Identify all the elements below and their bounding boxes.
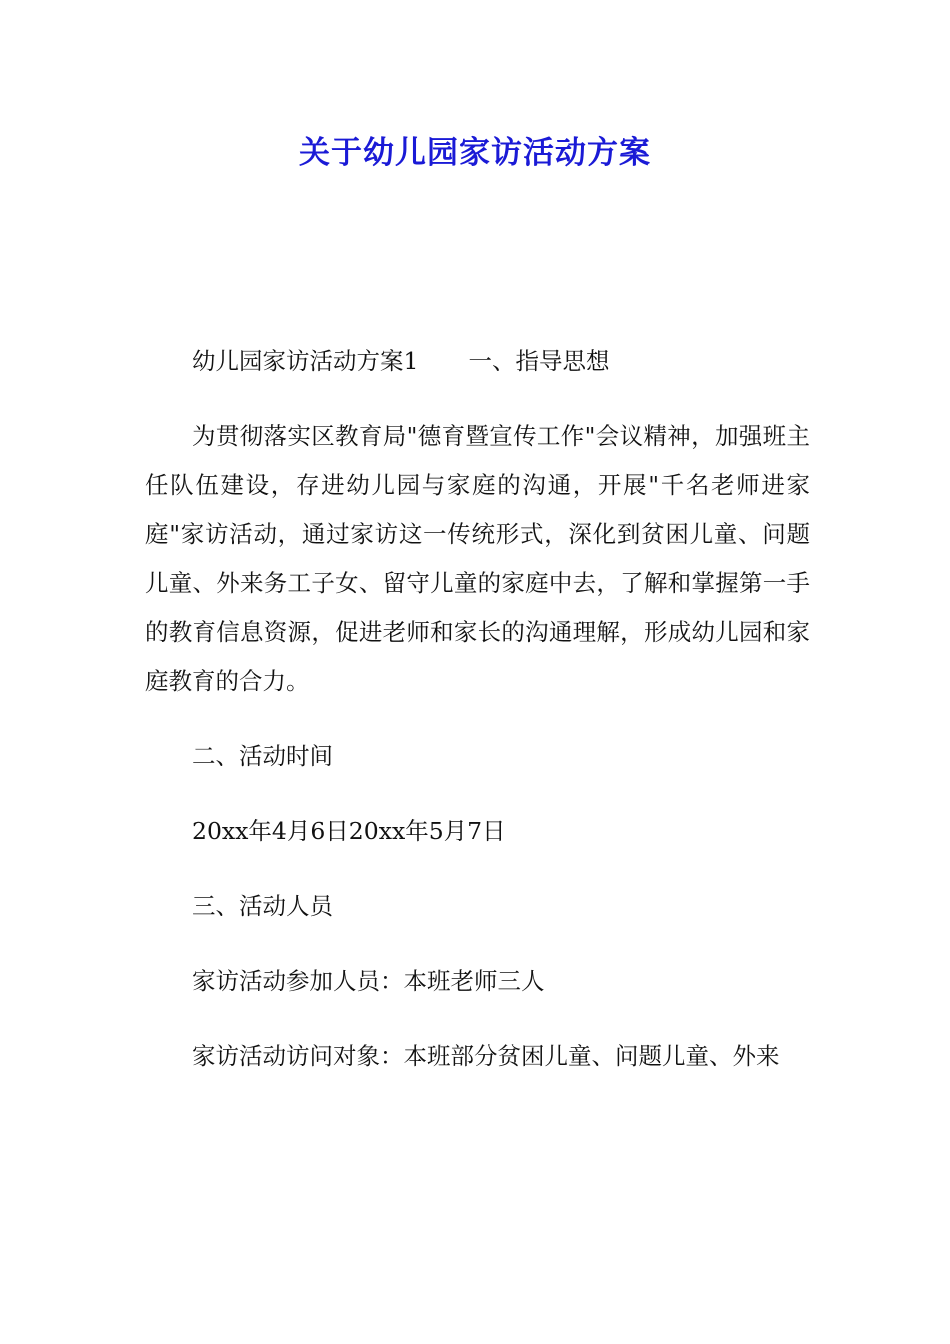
paragraph-activity-dates: 20xx年4月6日20xx年5月7日 [192,817,506,845]
paragraph-participants: 家访活动参加人员：本班老师三人 [192,967,545,995]
heading-line [145,337,810,386]
document-body [145,337,810,1107]
document-title: 关于幼儿园家访活动方案 [299,135,651,171]
paragraph-visit-targets: 家访活动访问对象：本班部分贫困儿童、问题儿童、外来 [192,1042,780,1070]
section-heading-guiding-thought: 一、指导思想 [468,347,610,375]
plan-name: 幼儿园家访活动方案1 [192,347,419,375]
section-heading-activity-personnel: 三、活动人员 [192,892,333,920]
paragraph-guiding-thought: 为贯彻落实区教育局"德育暨宣传工作"会议精神，加强班主任队伍建设，存进幼儿园与家庭的沟通，开展"千名老师进家庭"家访活动，通过家访这一传统形式，深化到贫困儿童、问题儿童、外来务工子女、留守儿童的家庭中去，了解和掌握第一手的教育信息资源，促进老师和家长的沟通理解，形成幼儿园和家庭教育的合力。 [145,422,810,695]
section-heading-activity-time: 二、活动时间 [192,742,333,770]
